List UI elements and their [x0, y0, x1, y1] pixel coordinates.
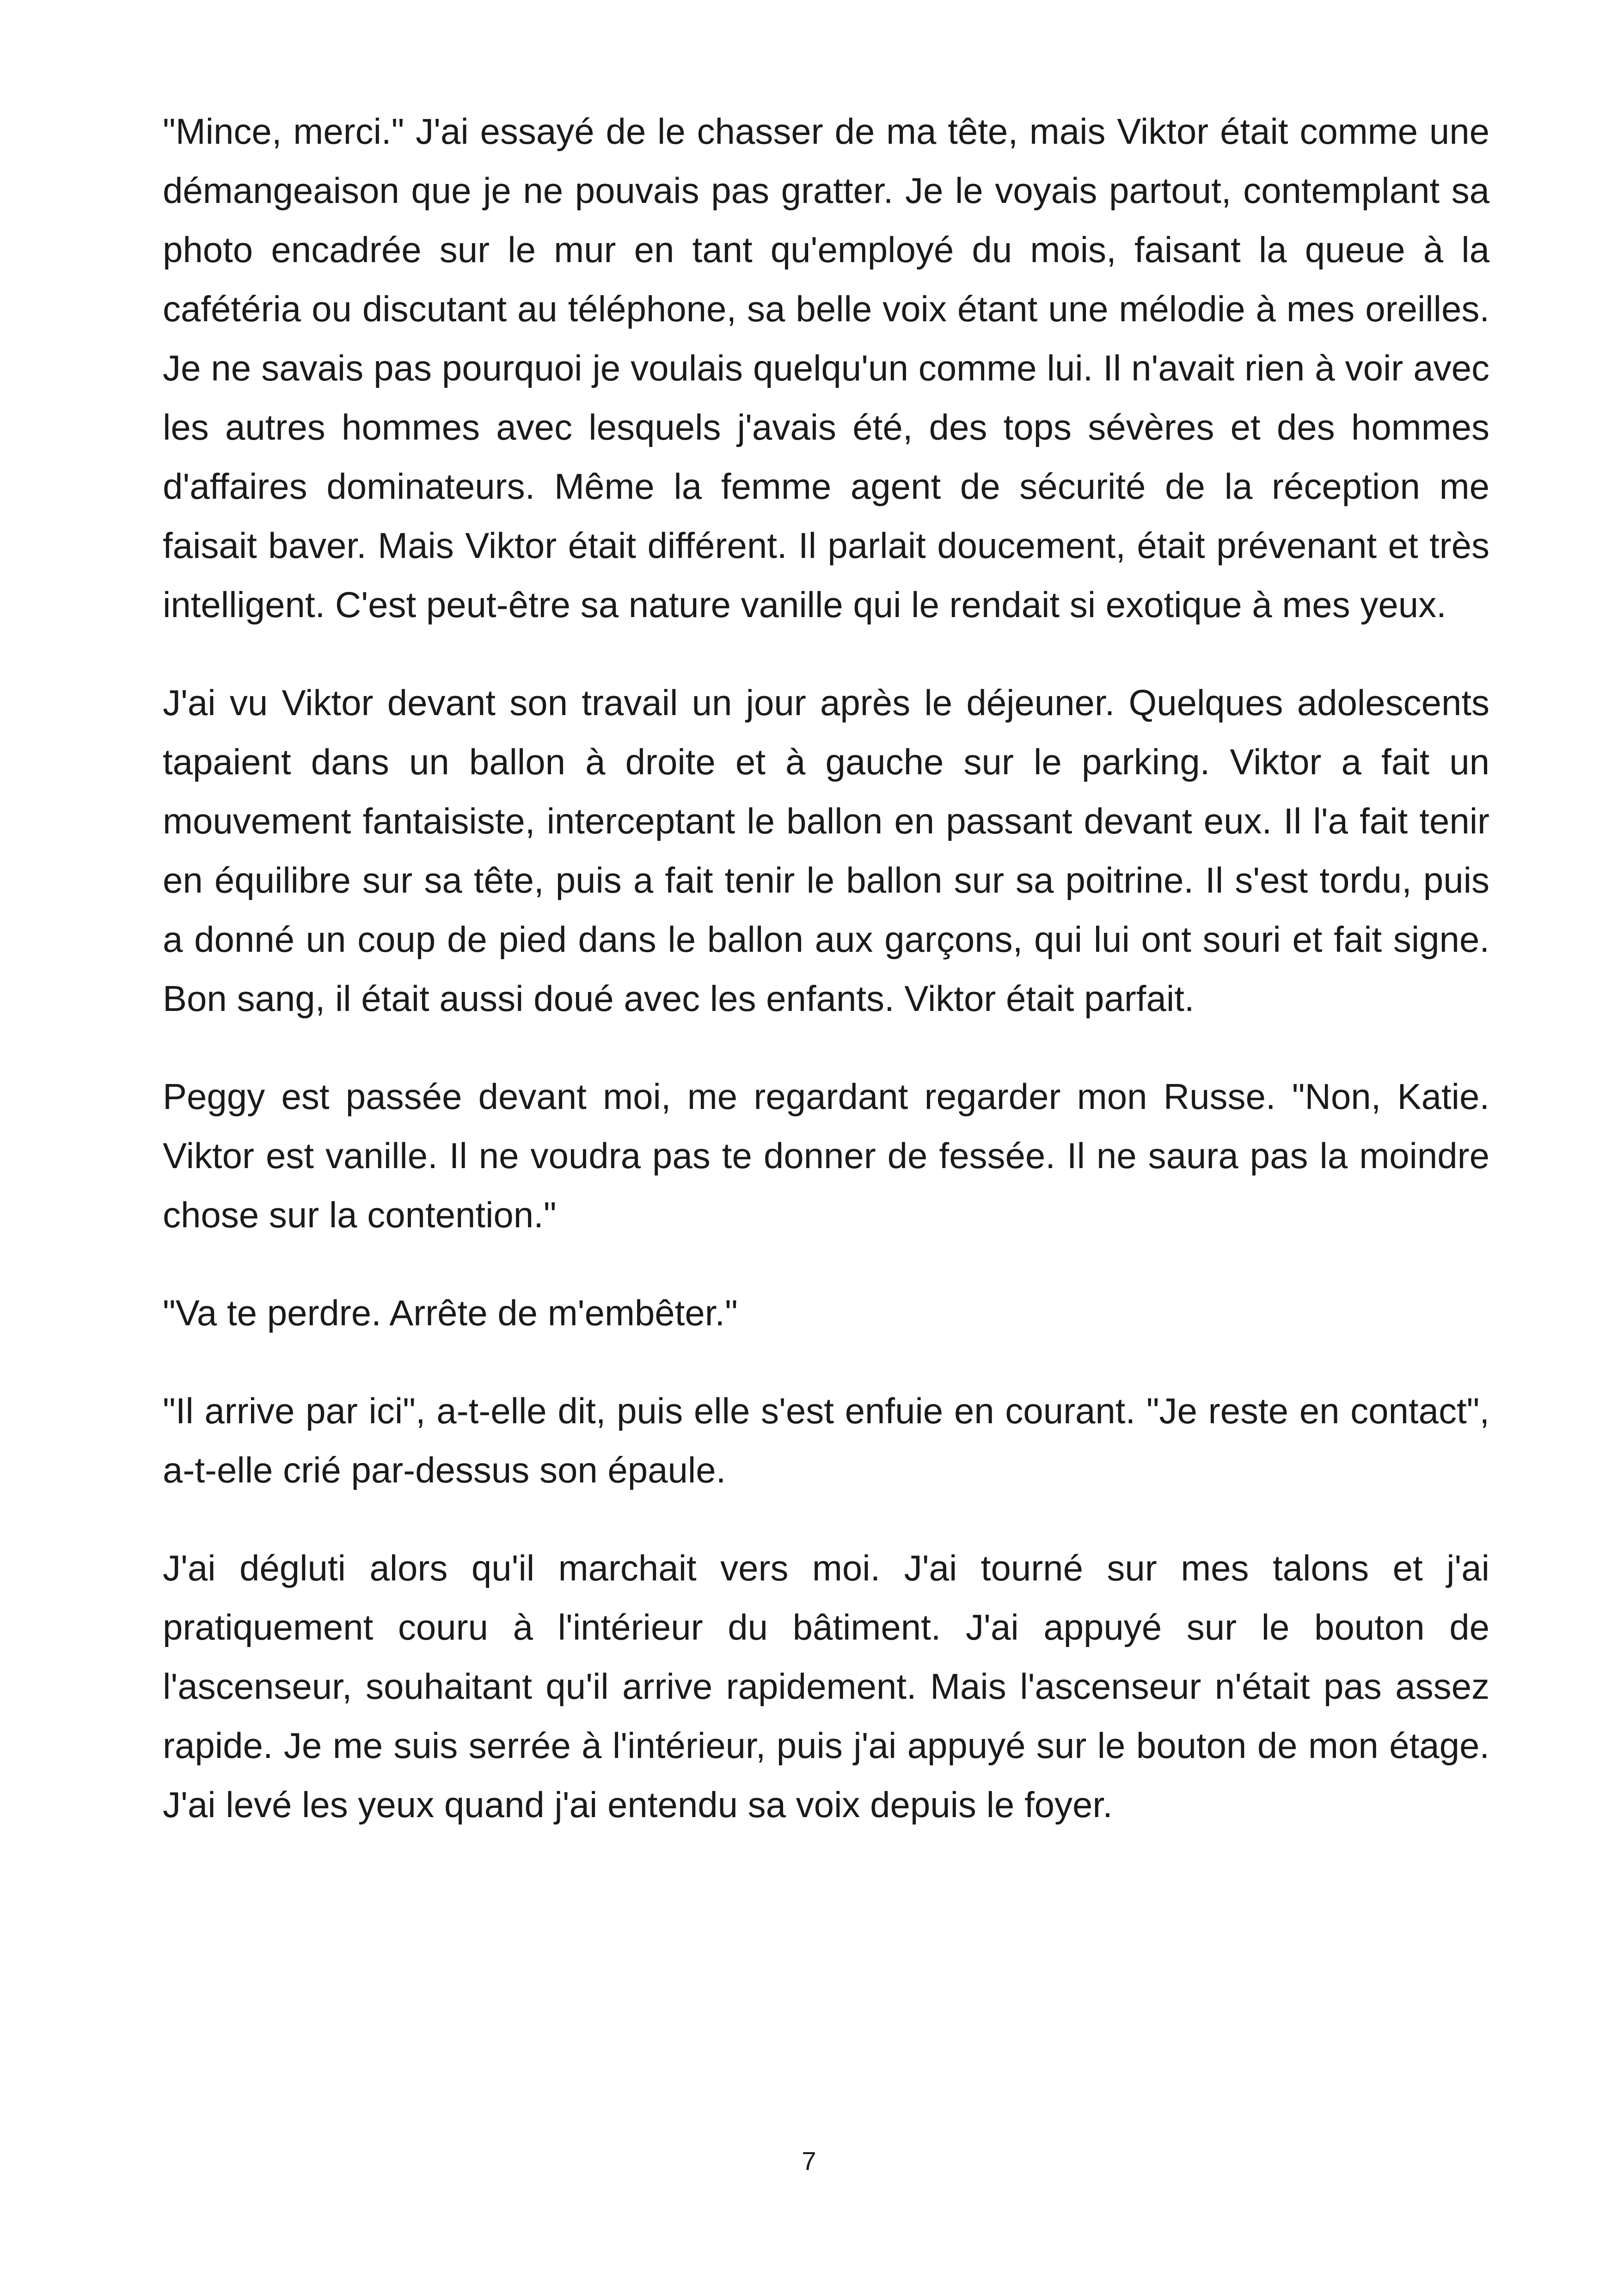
paragraph-4: "Va te perdre. Arrête de m'embêter.": [163, 1292, 738, 1333]
body-text: [163, 102, 1489, 1873]
paragraph-6: J'ai dégluti alors qu'il marchait vers moi. J'ai tourné sur mes talons et j'ai pratiquement couru à l'intérieur du bâtiment. J'ai appuyé sur le bouton de l'ascenseur, souhaitant qu'il arrive rapidement. Mais l'ascenseur n'était pas assez rapide. Je me suis serrée à l'intérieur, puis j'ai appuyé sur le bouton de mon étage. J'ai levé les yeux quand j'ai entendu sa voix depuis le foyer.: [163, 1548, 1489, 1825]
paragraph-3: Peggy est passée devant moi, me regardant regarder mon Russe. "Non, Katie. Viktor est vanille. Il ne voudra pas te donner de fessée. Il ne saura pas la moindre chose sur la contention.": [163, 1076, 1489, 1235]
paragraph-1: "Mince, merci." J'ai essayé de le chasser de ma tête, mais Viktor était comme une démangeaison que je ne pouvais pas gratter. Je le voyais partout, contemplant sa photo encadrée sur le mur en tant qu'employé du mois, faisant la queue à la cafétéria ou discutant au téléphone, sa belle voix étant une mélodie à mes oreilles. Je ne savais pas pourquoi je voulais quelqu'un comme lui. Il n'avait rien à voir avec les autres hommes avec lesquels j'avais été, des tops sévères et des hommes d'affaires dominateurs. Même la femme agent de sécurité de la réception me faisait baver. Mais Viktor était différent. Il parlait doucement, était prévenant et très intelligent. C'est peut-être sa nature vanille qui le rendait si exotique à mes yeux.: [163, 111, 1489, 625]
paragraph-5: "Il arrive par ici", a-t-elle dit, puis elle s'est enfuie en courant. "Je reste en contact", a-t-elle crié par-dessus son épaule.: [163, 1390, 1489, 1490]
paragraph-2: J'ai vu Viktor devant son travail un jour après le déjeuner. Quelques adolescents tapaient dans un ballon à droite et à gauche sur le parking. Viktor a fait un mouvement fantaisiste, interceptant le ballon en passant devant eux. Il l'a fait tenir en équilibre sur sa tête, puis a fait tenir le ballon sur sa poitrine. Il s'est tordu, puis a donné un coup de pied dans le ballon aux garçons, qui lui ont souri et fait signe. Bon sang, il était aussi doué avec les enfants. Viktor était parfait.: [163, 682, 1489, 1019]
page-number: 7: [802, 2146, 816, 2175]
